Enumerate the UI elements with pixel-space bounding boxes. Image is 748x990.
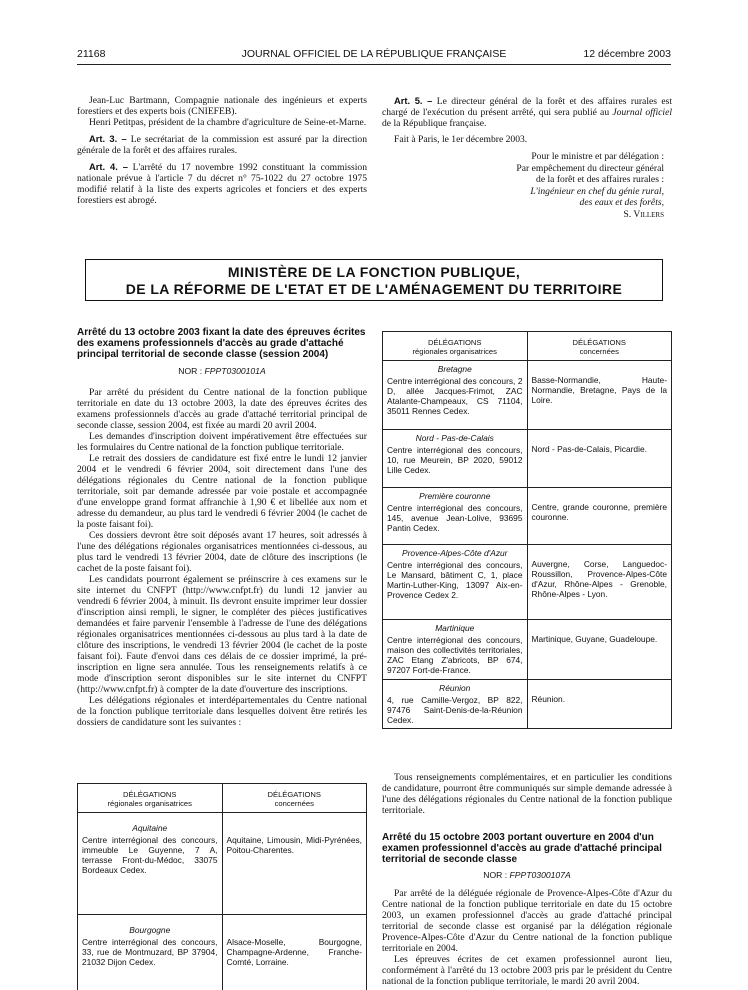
concerned-cell: Basse-Normandie, Haute-Normandie, Bretagne, Pays de la Loire. bbox=[527, 361, 672, 430]
nor-code: FPPT0300101A bbox=[204, 366, 266, 376]
header-label: DÉLÉGATIONS bbox=[267, 790, 321, 799]
concerned-cell: Centre, grande couronne, première couronne. bbox=[527, 488, 672, 545]
table-row bbox=[383, 545, 672, 620]
table-header-row bbox=[383, 332, 672, 361]
region-name: Bretagne bbox=[437, 364, 472, 374]
header-concernees bbox=[222, 784, 367, 813]
concerned-cell: Réunion. bbox=[527, 680, 672, 729]
member-petitpas: Henri Petitpas, président de la chambre d'agriculture de Seine-et-Marne. bbox=[89, 117, 367, 128]
delegations-table-right bbox=[382, 331, 672, 729]
issue-date: 12 décembre 2003 bbox=[583, 48, 671, 60]
signature-block bbox=[382, 151, 672, 220]
delegation-address: Centre interrégional des concours, 2 D, allée Jacques-Frimot, ZAC Atalante-Champeaux, CS 71104, 35011 Rennes Cedex. bbox=[387, 376, 523, 416]
arrete-1-paragraph: Le retrait des dossiers de candidature est fixé entre le lundi 12 janvier 2004 et le vendredi 6 février 2004, soit directement dans l'une des délégations régionales du Centre national de la fonction publique territoriale, soit par demande adressée par voie postale et accompagnée d'une enveloppe grand format affranchie à 1,90 € et libellée aux nom et adresse du demandeur, au plus tard le vendredi 6 février 2004 (le cachet de la poste faisant foi). bbox=[77, 453, 367, 530]
header-sublabel: régionales organisatrices bbox=[412, 347, 497, 356]
concerned-cell: Nord - Pas-de-Calais, Picardie. bbox=[527, 430, 672, 488]
header-label: DÉLÉGATIONS bbox=[428, 338, 482, 347]
header-label: DÉLÉGATIONS bbox=[572, 338, 626, 347]
signature-line-1: Pour le ministre et par délégation : bbox=[531, 151, 664, 162]
signature-line-2: Par empêchement du directeur général bbox=[516, 162, 664, 174]
header-label: DÉLÉGATIONS bbox=[123, 790, 177, 799]
signatory-name: S. Villers bbox=[623, 208, 664, 220]
table-header-row bbox=[78, 784, 367, 813]
article-3-label: Art. 3. – bbox=[89, 133, 127, 144]
region-name: Martinique bbox=[435, 623, 475, 633]
arrete-1-title: Arrêté du 13 octobre 2003 fixant la date des épreuves écrites des examens professionnels d'accès au grade d'attaché principal territorial de seconde classe (session 2004) bbox=[77, 327, 366, 360]
delegation-cell bbox=[78, 813, 223, 915]
journal-title: JOURNAL OFFICIEL DE LA RÉPUBLIQUE FRANÇAISE bbox=[241, 48, 507, 60]
signature-line-5: des eaux et des forêts, bbox=[579, 197, 664, 208]
concerned-cell: Auvergne, Corse, Languedoc-Roussillon, Provence-Alpes-Côte d'Azur, Rhône-Alpes - Grenoble, Rhône-Alpes - Lyon. bbox=[527, 545, 672, 620]
member-bartmann: Jean-Luc Bartmann, Compagnie nationale des ingénieurs et experts forestiers et des experts bois (CNIEFEB). bbox=[77, 95, 367, 117]
article-4 bbox=[77, 161, 367, 206]
arrete-1-paragraph: Les demandes d'inscription doivent impérativement être effectuées sur les formulaires du Centre national de la fonction publique territoriale. bbox=[77, 431, 367, 453]
article-3 bbox=[77, 133, 367, 156]
concerned-cell: Aquitaine, Limousin, Midi-Pyrénées, Poitou-Charentes. bbox=[222, 813, 367, 915]
header-organisatrices bbox=[383, 332, 528, 361]
signature-line-4: L'ingénieur en chef du génie rural, bbox=[530, 185, 664, 197]
region-name: Aquitaine bbox=[132, 823, 168, 833]
delegation-cell bbox=[383, 545, 528, 620]
ministry-line-2: DE LA RÉFORME DE L'ETAT ET DE L'AMÉNAGEMENT DU TERRITOIRE bbox=[125, 281, 623, 297]
article-5-text-a: Le directeur général de la forêt et des affaires rurales est chargé de l'exécution du présent arrêté, qui sera publié au bbox=[382, 96, 673, 118]
header-sublabel: régionales organisatrices bbox=[107, 799, 192, 808]
arrete-2-paragraph: Les épreuves écrites de cet examen professionnel auront lieu, conformément à l'arrêté du 13 octobre 2003 pris par le président du Centre national de la fonction publique territoriale, le mardi 20 avril 2004. bbox=[382, 954, 672, 987]
lower-right-column bbox=[382, 772, 672, 987]
ministry-heading bbox=[85, 259, 663, 301]
header-sublabel: concernées bbox=[274, 799, 314, 808]
arrete-1-paragraph: Par arrêté du président du Centre national de la fonction publique territoriale en date du 13 octobre 2003, la date des épreuves écrites des examens professionnels d'accès au grade d'attaché territorial principal de seconde classe, session 2004, est fixée au mardi 20 avril 2004. bbox=[77, 387, 367, 431]
article-4-label: Art. 4. – bbox=[89, 161, 128, 172]
concerned-cell: Alsace-Moselle, Bourgogne, Champagne-Ardenne, Franche-Comté, Lorraine. bbox=[222, 915, 367, 990]
delegation-address: Centre interrégional des concours, 145, avenue Jean-Lolive, 93695 Pantin Cedex. bbox=[387, 503, 523, 533]
article-5-text-b: de la République française. bbox=[382, 118, 487, 129]
delegation-address: Centre interrégional des concours, 10, rue Meurein, BP 2020, 59012 Lille Cedex. bbox=[387, 445, 523, 475]
table-row bbox=[383, 488, 672, 545]
fait-a-paris: Fait à Paris, le 1er décembre 2003. bbox=[394, 134, 528, 145]
delegation-address: Centre interrégional des concours, 33, rue de Montmuzard, BP 37904, 21032 Dijon Cedex. bbox=[82, 937, 218, 967]
arrete-2-title: Arrêté du 15 octobre 2003 portant ouverture en 2004 d'un examen professionnel d'accès au grade d'attaché principal territorial de seconde classe bbox=[382, 832, 662, 865]
nor-label: NOR : bbox=[483, 870, 510, 880]
delegation-cell bbox=[383, 680, 528, 729]
delegation-address: Centre interrégional des concours, Le Mansard, bâtiment C, 1, place Martin-Luther-King, 13097 Aix-en-Provence Cedex 2. bbox=[387, 560, 523, 600]
arrete-2-paragraph: Par arrêté de la déléguée régionale de Provence-Alpes-Côte d'Azur du Centre national de la fonction publique territoriale en date du 15 octobre 2003, un examen professionnel d'accès au grade d'attaché principal territorial de seconde classe est organisé par la délégation régionale Provence-Alpes-Côte d'Azur du Centre national de la fonction publique territoriale en 2004. bbox=[382, 888, 672, 954]
after-table-paragraph: Tous renseignements complémentaires, et en particulier les conditions de candidature, pourront être communiqués sur simple demande adressée à l'une des délégations régionales du Centre national de la fonction publique territoriale. bbox=[382, 772, 672, 816]
delegation-cell bbox=[383, 361, 528, 430]
header-concernees bbox=[527, 332, 672, 361]
nor-label: NOR : bbox=[178, 366, 205, 376]
article-5 bbox=[382, 95, 672, 129]
arrete-1-paragraph: Les délégations régionales et interdépartementales du Centre national de la fonction publique territoriale dans lesquelles doivent être retirés les dossiers de candidature sont les suivantes : bbox=[77, 695, 367, 728]
arrete-1-paragraph: Les candidats pourront également se préinscrire à ces examens sur le site internet du CNFPT (http://www.cnfpt.fr) du lundi 12 janvier au vendredi 6 février 2004, à minuit. Ils devront ensuite imprimer leur dossier d'inscription ainsi rempli, le signer, le compléter des pièces justificatives demandées et faire parvenir l'ensemble à l'adresse de l'une des délégations régionales organisatrices mentionnées ci-dessous au plus tard à la date de clôture des inscriptions, le vendredi 13 février 2004 (le cachet de la poste faisant foi). Faute d'envoi dans ces délais de ce dossier imprimé, la pré-inscription en ligne sera annulée. Tous les renseignements relatifs à ce mode d'inscription seront disponibles sur le site internet du CNFPT (http://www.cnfpt.fr) à compter de la date d'ouverture des inscriptions. bbox=[77, 574, 367, 695]
nor-code: FPPT0300107A bbox=[509, 870, 571, 880]
concerned-cell: Martinique, Guyane, Guadeloupe. bbox=[527, 620, 672, 680]
delegations-table-left bbox=[77, 783, 367, 990]
arrete-1-nor bbox=[77, 366, 367, 377]
top-right-column bbox=[382, 95, 672, 220]
arrete-1-paragraph: Ces dossiers devront être soit déposés avant 17 heures, soit adressés à l'une des délégations régionales organisatrices mentionnées ci-dessous, au plus tard le vendredi 13 février 2004, date de clôture des inscriptions (le cachet de la poste faisant foi). bbox=[77, 530, 367, 574]
table-row bbox=[383, 620, 672, 680]
region-name: Réunion bbox=[439, 683, 471, 693]
table-row bbox=[78, 813, 367, 915]
delegation-address: 4, rue Camille-Vergoz, BP 822, 97476 Saint-Denis-de-la-Réunion Cedex. bbox=[387, 695, 523, 725]
header-organisatrices bbox=[78, 784, 223, 813]
region-name: Provence-Alpes-Côte d'Azur bbox=[402, 548, 508, 558]
arrete-2-nor bbox=[382, 870, 672, 881]
header-rule bbox=[77, 64, 671, 65]
article-4-text: L'arrêté du 17 novembre 1992 constituant la commission nationale prévue à l'article 7 du décret n° 75-1022 du 27 octobre 1975 modifié relatif à la liste des experts agricoles et fonciers et des experts forestiers est abrogé. bbox=[77, 162, 367, 206]
lower-left-column bbox=[77, 327, 367, 728]
table-row bbox=[383, 680, 672, 729]
article-5-label: Art. 5. – bbox=[394, 95, 433, 106]
delegation-address: Centre interrégional des concours, maison des collectivités territoriales, ZAC Etang Z'abricots, BP 674, 97207 Fort-de-France. bbox=[387, 635, 523, 675]
delegation-cell bbox=[383, 620, 528, 680]
table-row bbox=[383, 430, 672, 488]
ministry-line-1: MINISTÈRE DE LA FONCTION PUBLIQUE, bbox=[227, 264, 521, 280]
region-name: Première couronne bbox=[419, 491, 491, 501]
delegation-cell bbox=[78, 915, 223, 990]
header-sublabel: concernées bbox=[579, 347, 619, 356]
table-row bbox=[383, 361, 672, 430]
page-header bbox=[0, 48, 748, 62]
region-name: Bourgogne bbox=[129, 925, 171, 935]
signature-line-3: de la forêt et des affaires rurales : bbox=[536, 174, 664, 185]
journal-officiel-ref: Journal officiel bbox=[612, 107, 672, 118]
delegation-cell bbox=[383, 430, 528, 488]
table-row bbox=[78, 915, 367, 990]
region-name: Nord - Pas-de-Calais bbox=[415, 433, 494, 443]
delegation-address: Centre interrégional des concours, immeuble Le Guyenne, 7 A, terrasse Front-du-Médoc, 33075 Bordeaux Cedex. bbox=[82, 835, 218, 875]
article-3-text: Le secrétariat de la commission est assuré par la direction générale de la forêt et des affaires rurales. bbox=[77, 134, 367, 156]
top-left-column bbox=[77, 95, 367, 206]
delegation-cell bbox=[383, 488, 528, 545]
page-number: 21168 bbox=[77, 48, 106, 60]
